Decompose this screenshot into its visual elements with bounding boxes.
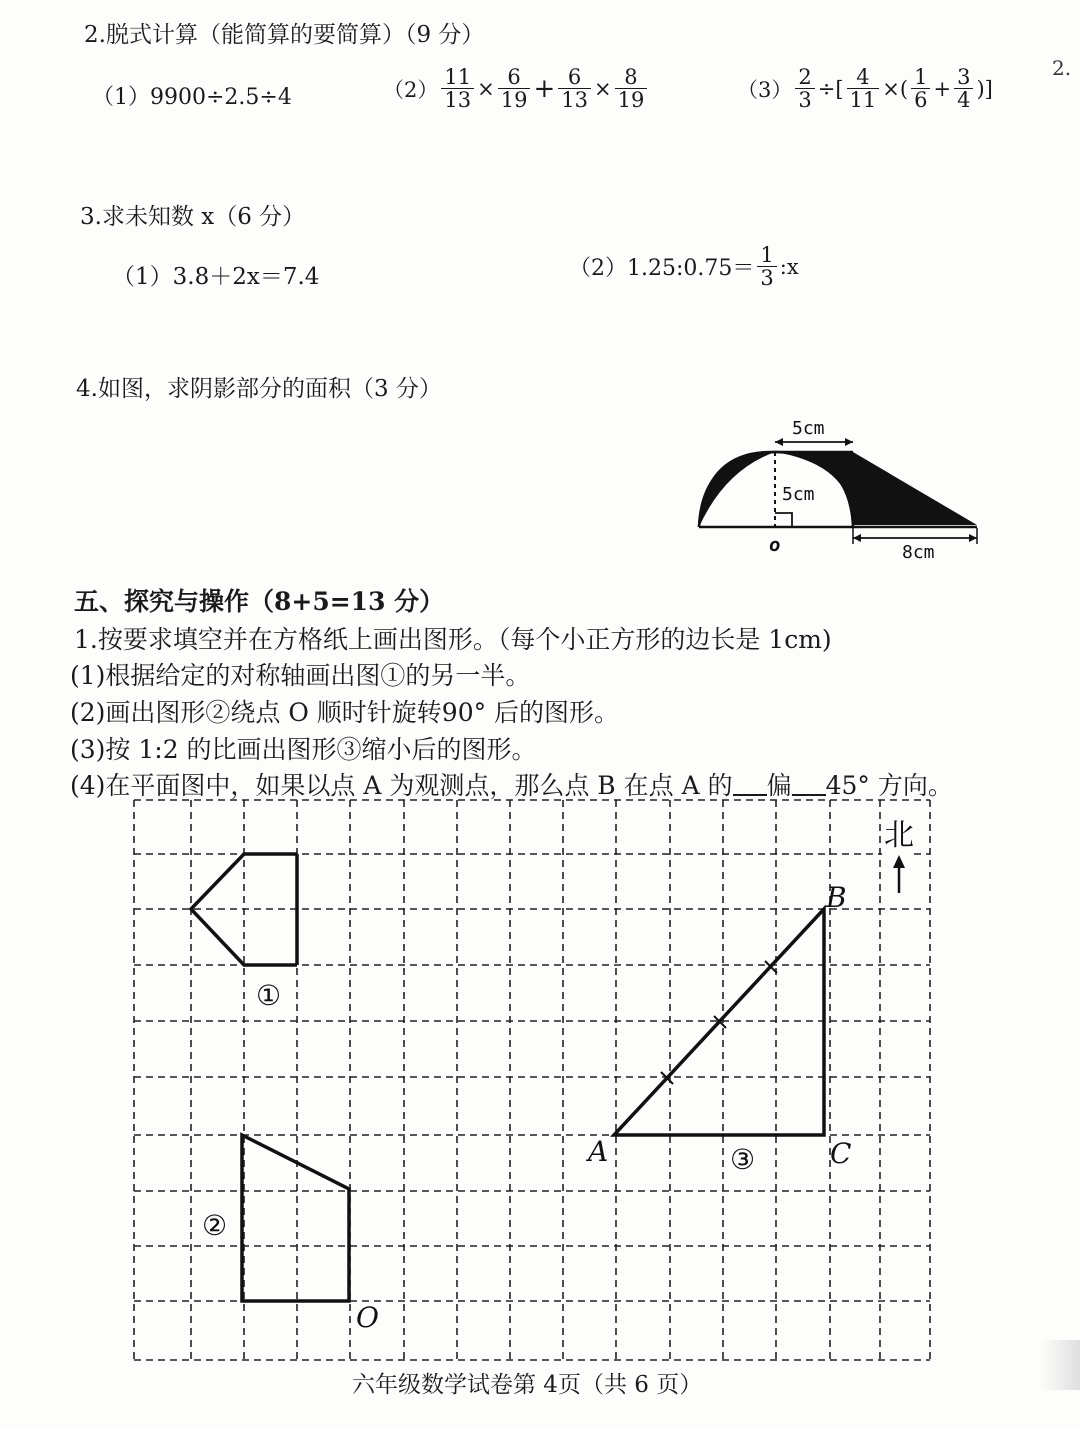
shaded-area-figure [690, 410, 990, 570]
q4-title: 4.如图，求阴影部分的面积（3 分） [76, 376, 442, 402]
figure-3-label: ③ [730, 1143, 756, 1176]
divide-bracket: ÷[ [817, 76, 844, 101]
cut-off-margin-text: 2. [1052, 56, 1072, 80]
scan-edge-shadow [1040, 1340, 1080, 1390]
plus-sign: + [933, 76, 952, 101]
fraction: $\frac{8}{19}$ [615, 66, 648, 111]
fraction: 1 3 [757, 244, 776, 289]
q3-part2-label: （2）1.25:0.75＝ [569, 256, 755, 282]
fraction: $\frac{3}{4}$ [954, 66, 973, 111]
arrow-head [775, 438, 783, 446]
figure-2-shape [242, 1135, 349, 1301]
sec5-line3: (2)画出图形②绕点 O 顺时针旋转90° 后的图形。 [70, 698, 620, 727]
sec5-line5-text: (4)在平面图中，如果以点 A 为观测点，那么点 B 在点 A 的 [70, 771, 733, 800]
q2-part2 [382, 66, 649, 111]
times-paren: ×( [882, 76, 909, 101]
fraction: $\frac{6}{13}$ [558, 66, 591, 111]
point-o-label: O [356, 1301, 379, 1334]
q3-part2 [568, 244, 800, 289]
q2-part3 [736, 66, 994, 111]
north-label: 北 [884, 818, 914, 853]
close-brackets: )] [976, 76, 993, 101]
fraction: $\frac{4}{11}$ [847, 66, 880, 111]
label-center-o: o [769, 534, 781, 556]
figure-2-label: ② [202, 1209, 228, 1242]
label-top-5cm: 5cm [792, 418, 825, 439]
sec5-line2: (1)根据给定的对称轴画出图①的另一半。 [70, 661, 531, 690]
answer-blank[interactable] [792, 772, 826, 796]
arrow-head [845, 438, 853, 446]
figure-1-label: ① [256, 979, 282, 1012]
fraction: 1 6 [911, 66, 930, 111]
point-b-label: B [826, 881, 847, 914]
arrow-head [853, 534, 861, 542]
answer-blank[interactable] [733, 772, 767, 796]
point-a-label: A [588, 1135, 609, 1168]
right-angle-mark [775, 513, 792, 527]
point-c-label: C [830, 1137, 852, 1170]
sec5-line1: 1.按要求填空并在方格纸上画出图形。（每个小正方形的边长是 1cm) [74, 625, 832, 654]
sec5-line5-dir: 偏 [766, 771, 792, 800]
plus-sign: + [533, 73, 556, 104]
shaded-region-left [699, 452, 775, 527]
fraction: $\frac{2}{3}$ [795, 66, 814, 111]
q2-part2-label: （2） [383, 77, 439, 102]
times-sign: × [477, 76, 495, 101]
ratio-x: :x [779, 254, 799, 279]
q3-title: 3.求未知数 x（6 分） [80, 204, 306, 230]
section-5-title: 五、探究与操作（8+5=13 分） [74, 587, 445, 616]
label-bottom-8cm: 8cm [902, 542, 935, 563]
sec5-line5-end: 45° 方向。 [825, 771, 953, 800]
q2-part1: （1）9900÷2.5÷4 [92, 85, 292, 110]
times-sign: × [593, 76, 612, 101]
sec5-line4: (3)按 1:2 的比画出图形③缩小后的图形。 [70, 735, 537, 764]
grid-paper [120, 795, 950, 1375]
arrow-head [969, 534, 977, 542]
page-footer: 六年级数学试卷第 4页（共 6 页） [352, 1372, 703, 1398]
fraction: $\frac{6}{19}$ [498, 66, 531, 111]
q3-part1: （1）3.8＋2x＝7.4 [112, 264, 320, 290]
q2-title: 2.脱式计算（能简算的要简算）（9 分） [84, 22, 485, 48]
label-height-5cm: 5cm [782, 484, 815, 505]
grid-lines [134, 800, 930, 1360]
q2-part3-label: （3） [737, 77, 793, 102]
fraction: $\frac{11}{13}$ [441, 66, 474, 111]
